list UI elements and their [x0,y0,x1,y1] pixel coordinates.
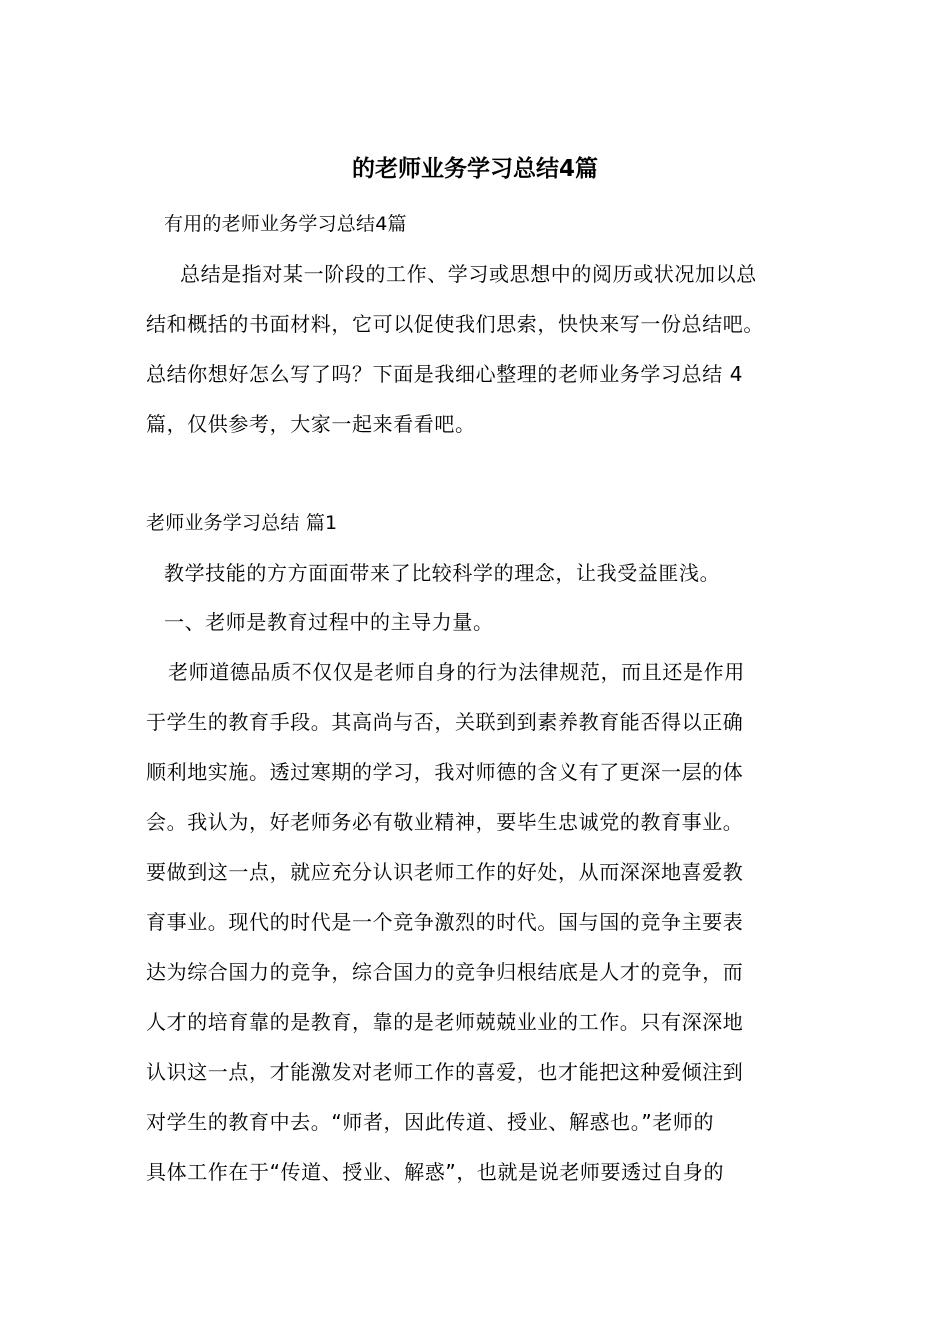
body-line: 人才的培育靠的是教育，靠的是老师兢兢业业的工作。只有深深地 [146,1010,744,1034]
body-line: 对学生的教育中去。“师者，因此传道、授业、解惑也。”老师的 [146,1110,715,1134]
body-line: 要做到这一点，就应充分认识老师工作的好处，从而深深地喜爱教 [146,860,744,884]
paragraph-line: 教学技能的方方面面带来了比较科学的理念，让我受益匪浅。 [164,561,721,585]
intro-line: 篇，仅供参考，大家一起来看看吧。 [146,412,476,436]
body-line: 达为综合国力的竞争，综合国力的竞争归根结底是人才的竞争，而 [146,960,744,984]
body-line: 于学生的教育手段。其高尚与否，关联到到素养教育能否得以正确 [146,710,744,734]
intro-line: 总结你想好怎么写了吗？下面是我细心整理的老师业务学习总结 4 [146,362,744,386]
paragraph-line: 一、老师是教育过程中的主导力量。 [164,610,494,634]
document-subtitle: 有用的老师业务学习总结4篇 [164,213,407,235]
body-line: 育事业。现代的时代是一个竞争激烈的时代。国与国的竞争主要表 [146,910,744,934]
document-title: 的老师业务学习总结4篇 [351,156,598,182]
section-heading: 老师业务学习总结 篇1 [146,512,338,534]
body-line: 会。我认为，好老师务必有敬业精神，要毕生忠诚党的教育事业。 [146,810,744,834]
body-line: 具体工作在于“传道、授业、解惑”，也就是说老师要透过自身的 [146,1160,725,1184]
body-line: 顺利地实施。透过寒期的学习，我对师德的含义有了更深一层的体 [146,760,744,784]
intro-line: 结和概括的书面材料，它可以促使我们思索，快快来写一份总结吧。 [146,312,764,336]
body-line: 老师道德品质不仅仅是老师自身的行为法律规范，而且还是作用 [168,660,745,684]
intro-line: 总结是指对某一阶段的工作、学习或思想中的阅历或状况加以总 [180,262,757,286]
body-line: 认识这一点，才能激发对老师工作的喜爱，也才能把这种爱倾注到 [146,1060,744,1084]
